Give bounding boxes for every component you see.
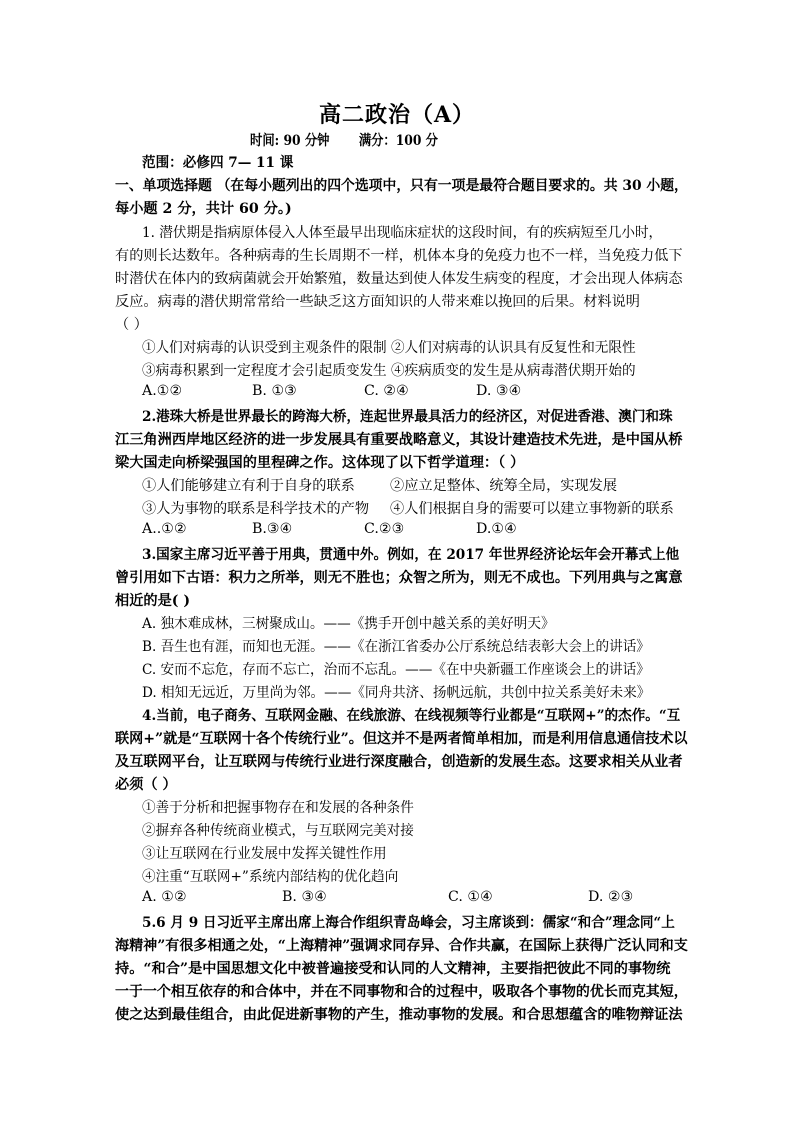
q1-statement: ①人们对病毒的认识受到主观条件的限制 ②人们对病毒的认识具有反复性和无限性 bbox=[142, 340, 636, 356]
q4-line: 必须（ ） bbox=[115, 777, 177, 793]
q3-option-c: C. 安而不忘危，存而不忘亡，治而不忘乱。——《在中央新疆工作座谈会上的讲话》 bbox=[142, 662, 650, 678]
exam-time: 时间: 90 分钟 bbox=[250, 133, 330, 149]
q5-line: 5.6 月 9 日习近平主席出席上海合作组织青岛峰会，习主席谈到：儒家“和合”理念同“上 bbox=[142, 915, 675, 931]
q1-line: 反应。病毒的潜伏期常常给一些缺乏这方面知识的人带来难以挽回的后果。材料说明 bbox=[115, 294, 640, 310]
q1-option-d: D. ③④ bbox=[476, 383, 522, 399]
page-title: 高二政治（A） bbox=[318, 102, 476, 128]
q5-line: 使之达到最佳组合，由此促进新事物的产生，推动事物的发展。和合思想蕴含的唯物辩证法 bbox=[115, 1007, 683, 1023]
q2-statement: ①人们能够建立有利于自身的联系 bbox=[142, 478, 355, 494]
q3-option-b: B. 吾生也有涯，而知也无涯。——《在浙江省委办公厅系统总结表彰大会上的讲话》 bbox=[142, 639, 650, 655]
q3-line: 3.国家主席习近平善于用典，贯通中外。例如，在 2017 年世界经济论坛年会开幕式上他 bbox=[142, 547, 680, 563]
q2-line: 2.港珠大桥是世界最长的跨海大桥，连起世界最具活力的经济区，对促进香港、澳门和珠 bbox=[142, 409, 673, 425]
section-heading-cont: 每小题 2 分，共计 60 分。) bbox=[115, 201, 292, 217]
q3-option-a: A. 独木难成林，三树聚成山。——《携手开创中越关系的美好明天》 bbox=[142, 616, 555, 632]
q2-statement: ②应立足整体、统筹全局，实现发展 bbox=[390, 478, 618, 494]
q4-line: 4.当前，电子商务、互联网金融、在线旅游、在线视频等行业都是“互联网+”的杰作。“互 bbox=[142, 708, 681, 724]
q4-option-c: C. ①④ bbox=[448, 889, 493, 905]
exam-scope: 范围：必修四 7— 11 课 bbox=[142, 155, 294, 171]
q1-line: 有的则长达数年。各种病毒的生长周期不一样，机体本身的免疫力也不一样，当免疫力低下 bbox=[115, 248, 683, 264]
q1-line: 1. 潜伏期是指病原体侵入人体至最早出现临床症状的这段时间，有的疾病短至几小时， bbox=[142, 225, 663, 241]
q1-statement: ③病毒积累到一定程度才会引起质变发生 ④疾病质变的发生是从病毒潜伏期开始的 bbox=[142, 363, 636, 379]
q4-line: 联网+”就是“互联网十各个传统行业”。但这并不是两者简单相加，而是利用信息通信技术以 bbox=[115, 731, 688, 747]
q1-option-b: B. ①③ bbox=[252, 383, 297, 399]
q4-option-b: B. ③④ bbox=[282, 889, 327, 905]
q4-line: 及互联网平台，让互联网与传统行业进行深度融合，创造新的发展生态。这要求相关从业者 bbox=[115, 754, 683, 770]
q3-line: 曾引用如下古语：积力之所举，则无不胜也；众智之所为，则无不成也。下列用典与之寓意 bbox=[115, 570, 683, 586]
q3-option-d: D. 相知无远近，万里尚为邻。——《同舟共济、扬帆远航，共创中拉关系美好未来》 bbox=[142, 685, 651, 701]
section-heading: 一、单项选择题 （在每小题列出的四个选项中，只有一项是最符合题目要求的。共 30 小题， bbox=[115, 178, 688, 194]
q5-line: 一于一个相互依存的和合体中，并在不同事物和合的过程中，吸取各个事物的优长而克其短， bbox=[115, 984, 688, 1000]
q2-option-d: D.①④ bbox=[476, 521, 517, 537]
q1-line: 时潜伏在体内的致病菌就会开始繁殖，数量达到使人体发生病变的程度，才会出现人体病态 bbox=[115, 271, 683, 287]
q4-option-d: D. ②③ bbox=[588, 889, 634, 905]
q5-line: 持。“和合”是中国思想文化中被普遍接受和认同的人文精神，主要指把彼此不同的事物统 bbox=[115, 961, 671, 977]
q2-option-c: C.②③ bbox=[364, 521, 405, 537]
q5-line: 海精神”有很多相通之处，“上海精神”强调求同存异、合作共赢，在国际上获得广泛认同和支 bbox=[115, 938, 688, 954]
q1-option-a: A.①② bbox=[142, 383, 183, 399]
q2-option-b: B.③④ bbox=[252, 521, 293, 537]
q4-statement: ①善于分析和把握事物存在和发展的各种条件 bbox=[142, 800, 414, 816]
q2-line: 江三角洲西岸地区经济的进一步发展具有重要战略意义，其设计建造技术先进，是中国从桥 bbox=[115, 432, 683, 448]
q2-option-a: A..①② bbox=[142, 521, 187, 537]
q3-line: 相近的是( ) bbox=[115, 593, 191, 609]
q2-statement: ③人为事物的联系是科学技术的产物 bbox=[142, 501, 370, 517]
q4-statement: ④注重“互联网+”系统内部结构的优化趋向 bbox=[142, 869, 399, 885]
exam-meta bbox=[0, 130, 688, 153]
q4-statement: ②摒弃各种传统商业模式，与互联网完美对接 bbox=[142, 823, 414, 839]
q1-answer-blank: （ ） bbox=[115, 317, 148, 333]
exam-score: 满分：100 分 bbox=[358, 133, 438, 149]
q2-line: 梁大国走向桥梁强国的里程碑之作。这体现了以下哲学道理：（ ） bbox=[115, 455, 525, 471]
q4-option-a: A. ①② bbox=[142, 889, 187, 905]
q1-option-c: C. ②④ bbox=[364, 383, 409, 399]
q2-statement: ④人们根据自身的需要可以建立事物新的联系 bbox=[390, 501, 674, 517]
q4-statement: ③让互联网在行业发展中发挥关键性作用 bbox=[142, 846, 387, 862]
